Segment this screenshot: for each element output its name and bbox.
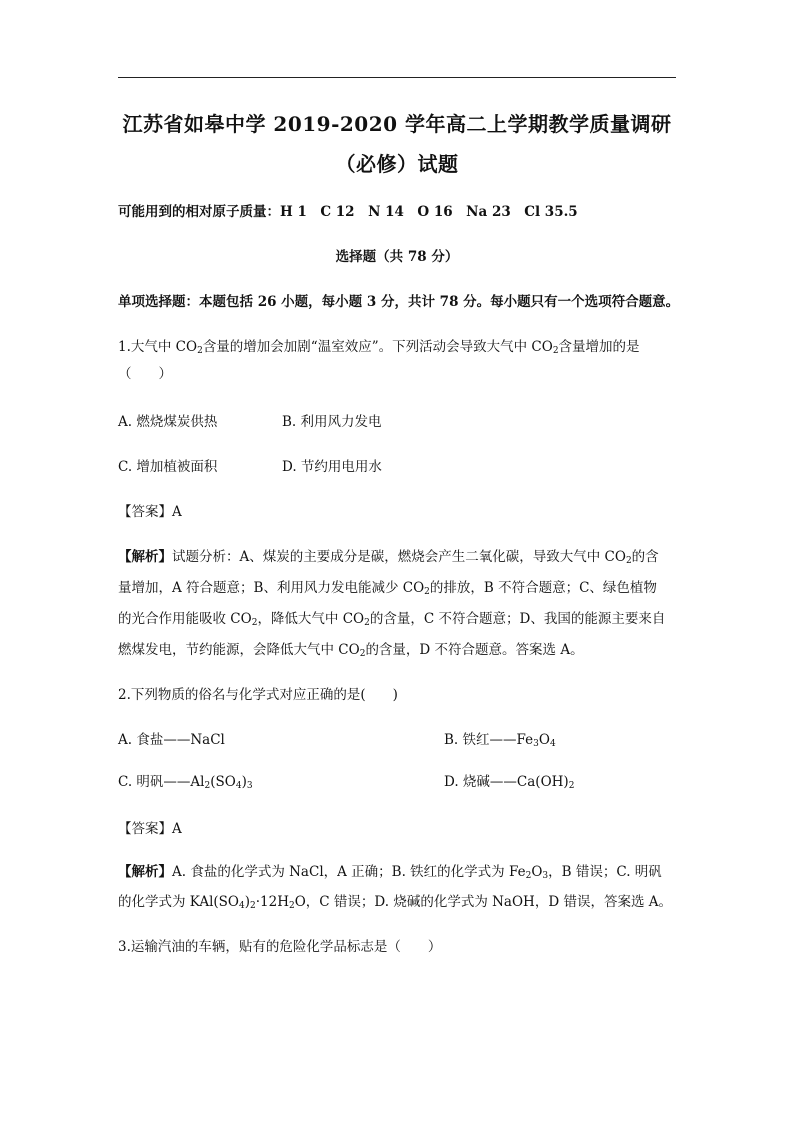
q1-option-c: C. 增加植被面积 [118,459,218,475]
question-1-paren: （ ） [118,366,172,382]
q1-answer: 【答案】A [118,504,182,520]
question-1-stem: 1.大气中 $CO_2$含量的增加会加剧“温室效应”。下列活动会导致大气中 $CO_2$含量增加的是 [118,339,640,356]
q2-analysis-line-2: 的化学式为 $KAl(SO_4)_2\cdot 12H_2O$，C 错误；D. 烧碱的化学式为 NaOH，D 错误，答案选 A。 [118,894,672,911]
question-2-stem: 2.下列物质的俗名与化学式对应正确的是( ) [118,687,398,703]
q1-analysis-line-2: 量增加，A 符合题意；B、利用风力发电能减少 $CO_2$的排放，B 不符合题意；C、绿色植物 [118,580,657,597]
q1-analysis-line-1: 【解析】试题分析：A、煤炭的主要成分是碳，燃烧会产生二氧化碳，导致大气中 $CO_2$的含 [118,549,659,566]
q2-option-a: A. 食盐——NaCl [118,732,225,748]
section-instructions: 单项选择题：本题包括 26 小题，每小题 3 分，共计 78 分。每小题只有一个选项符合题意。 [118,294,680,310]
q1-option-d: D. 节约用电用水 [282,459,382,475]
q2-option-d: D. 烧碱$——Ca(OH)_2$ [444,774,575,791]
q2-option-c: C. 明矾$——Al_2(SO_4)_3$ [118,774,253,791]
q2-option-b: B. 铁红$——Fe_3O_4$ [444,732,556,749]
q1-option-a: A. 燃烧煤炭供热 [118,414,218,430]
header-rule [118,77,676,78]
question-3-stem: 3.运输汽油的车辆，贴有的危险化学品标志是（ ） [118,939,442,955]
q1-analysis-line-4: 燃煤发电，节约能源，会降低大气中 $CO_2$的含量，D 不符合题意。答案选 A。 [118,642,584,659]
page-title: 江苏省如皋中学 2019-2020 学年高二上学期教学质量调研 [122,112,672,136]
q2-answer: 【答案】A [118,821,182,837]
q1-analysis-line-3: 的光合作用能吸收 $CO_2$，降低大气中 $CO_2$的含量，C 不符合题意；D、我国的能源主要来自 [118,611,666,628]
q2-analysis-line-1: 【解析】A. 食盐的化学式为 NaCl，A 正确；B. 铁红的化学式为 $Fe_2O_3$，B 错误；C. 明矾 [118,864,662,881]
atomic-mass-line: 可能用到的相对原子质量：H 1 C 12 N 14 O 16 Na 23 Cl 35.5 [118,204,578,220]
section-title: 选择题（共 78 分） [335,249,459,265]
q1-option-b: B. 利用风力发电 [282,414,382,430]
page-subtitle: （必修）试题 [335,152,459,176]
